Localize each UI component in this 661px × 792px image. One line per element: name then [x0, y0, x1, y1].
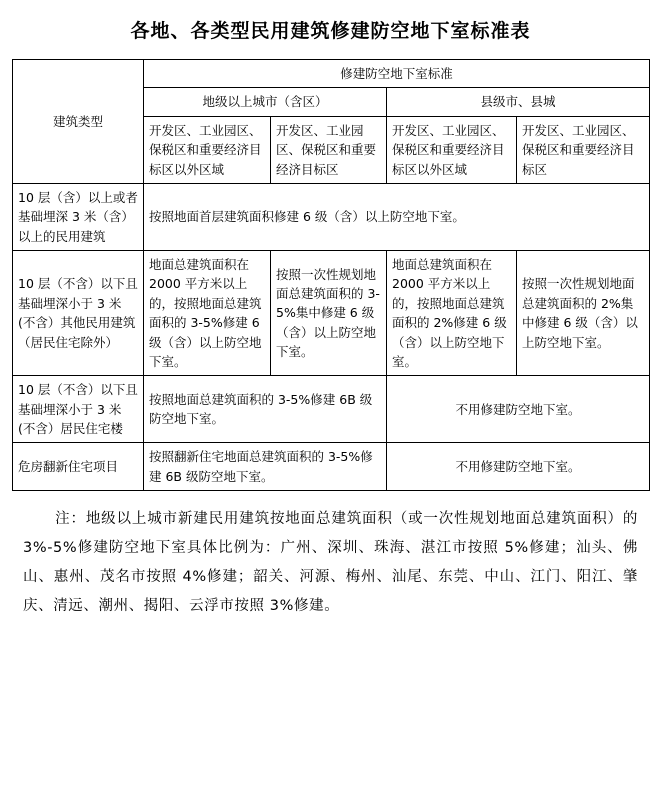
table-cell: 不用修建防空地下室。 — [387, 376, 650, 443]
table-cell: 地面总建筑面积在 2000 平方米以上的，按照地面总建筑面积的 2%修建 6 级（含）以上防空地下室。 — [387, 251, 517, 376]
note-text: 注：地级以上城市新建民用建筑按地面总建筑面积（或一次性规划地面总建筑面积）的 3%-5%修建防空地下室具体比例为：广州、深圳、珠海、湛江市按照 5%修建；汕头、佛山、惠州、茂名市按照 4%修建；韶关、河源、梅州、汕尾、东莞、中山、江门、阳江、肇庆、清远、潮州、揭阳、云浮市按照 3%修建。 — [23, 511, 638, 615]
table-row — [13, 251, 650, 376]
header-subcolumn-1: 开发区、工业园区、保税区和重要经济目标区以外区域 — [144, 116, 271, 183]
standards-table — [12, 59, 650, 491]
table-cell: 不用修建防空地下室。 — [387, 443, 650, 491]
table-row — [13, 183, 650, 250]
table-cell: 按照地面总建筑面积的 3-5%修建 6B 级防空地下室。 — [144, 376, 387, 443]
header-group-county: 县级市、县城 — [387, 88, 650, 116]
page-title: 各地、各类型民用建筑修建防空地下室标准表 — [130, 20, 531, 42]
table-header-row-top — [13, 60, 650, 88]
table-row — [13, 376, 650, 443]
row-label: 10 层（不含）以下且基础埋深小于 3 米(不含）其他民用建筑（居民住宅除外） — [13, 251, 144, 376]
table-note — [23, 505, 638, 621]
row-label: 10 层（含）以上或者基础埋深 3 米（含）以上的民用建筑 — [13, 183, 144, 250]
table-cell: 按照地面首层建筑面积修建 6 级（含）以上防空地下室。 — [144, 183, 650, 250]
header-subcolumn-3: 开发区、工业园区、保税区和重要经济目标区以外区域 — [387, 116, 517, 183]
row-label: 10 层（不含）以下且基础埋深小于 3 米(不含）居民住宅楼 — [13, 376, 144, 443]
table-cell: 按照一次性规划地面总建筑面积的 2%集中修建 6 级（含）以上防空地下室。 — [517, 251, 650, 376]
header-group-city: 地级以上城市（含区） — [144, 88, 387, 116]
table-cell: 按照翻新住宅地面总建筑面积的 3-5%修建 6B 级防空地下室。 — [144, 443, 387, 491]
header-standard-span: 修建防空地下室标准 — [144, 60, 650, 88]
table-cell: 地面总建筑面积在 2000 平方米以上的，按照地面总建筑面积的 3-5%修建 6 级（含）以上防空地下室。 — [144, 251, 271, 376]
header-subcolumn-4: 开发区、工业园区、保税区和重要经济目标区 — [517, 116, 650, 183]
row-label: 危房翻新住宅项目 — [13, 443, 144, 491]
header-building-type: 建筑类型 — [13, 60, 144, 184]
table-row — [13, 443, 650, 491]
header-subcolumn-2: 开发区、工业园区、保税区和重要经济目标区 — [271, 116, 387, 183]
table-cell: 按照一次性规划地面总建筑面积的 3-5%集中修建 6 级（含）以上防空地下室。 — [271, 251, 387, 376]
